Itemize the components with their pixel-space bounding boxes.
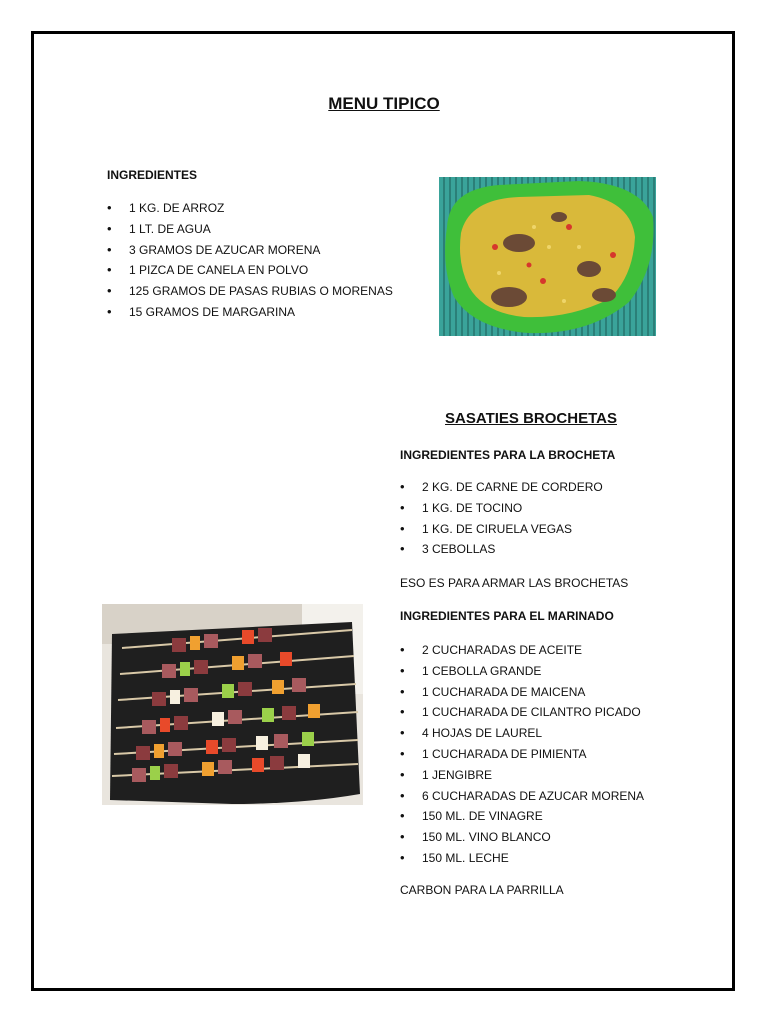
list-item: • 6 CUCHARADAS DE AZUCAR MORENA	[400, 786, 644, 807]
list-item: • 1 CUCHARADA DE CILANTRO PICADO	[400, 702, 644, 723]
list-item: • 1 JENGIBRE	[400, 765, 644, 786]
brocheta-ingredients-list	[400, 477, 603, 560]
list-item: • 3 GRAMOS DE AZUCAR MORENA	[107, 240, 393, 261]
list-item: • 1 PIZCA DE CANELA EN POLVO	[107, 260, 393, 281]
skewers-photo	[102, 604, 363, 805]
brocheta-heading: INGREDIENTES PARA LA BROCHETA	[400, 448, 616, 462]
list-item: • 1 KG. DE ARROZ	[107, 198, 393, 219]
marinado-ingredients-list	[400, 640, 644, 869]
list-item: • 15 GRAMOS DE MARGARINA	[107, 302, 393, 323]
ingredients-heading: INGREDIENTES	[107, 168, 198, 182]
list-item: • 1 KG. DE TOCINO	[400, 498, 603, 519]
list-item: • 1 CUCHARADA DE PIMIENTA	[400, 744, 644, 765]
list-item: • 2 CUCHARADAS DE ACEITE	[400, 640, 644, 661]
list-item: • 1 KG. DE CIRUELA VEGAS	[400, 519, 603, 540]
marinado-heading: INGREDIENTES PARA EL MARINADO	[400, 609, 614, 623]
section-title-sasaties: SASATIES BROCHETAS	[445, 410, 617, 427]
list-item: • 1 CEBOLLA GRANDE	[400, 661, 644, 682]
list-item: • 150 ML. LECHE	[400, 848, 644, 869]
list-item: • 3 CEBOLLAS	[400, 539, 603, 560]
list-item: • 150 ML. DE VINAGRE	[400, 806, 644, 827]
rice-dish-photo	[439, 177, 656, 336]
brocheta-note: ESO ES PARA ARMAR LAS BROCHETAS	[400, 576, 629, 590]
rice-ingredients-list	[107, 198, 393, 323]
footer-note: CARBON PARA LA PARRILLA	[400, 883, 564, 897]
list-item: • 1 CUCHARADA DE MAICENA	[400, 682, 644, 703]
list-item: • 2 KG. DE CARNE DE CORDERO	[400, 477, 603, 498]
list-item: • 1 LT. DE AGUA	[107, 219, 393, 240]
document-title: MENU TIPICO	[328, 94, 440, 113]
list-item: • 4 HOJAS DE LAUREL	[400, 723, 644, 744]
list-item: • 125 GRAMOS DE PASAS RUBIAS O MORENAS	[107, 281, 393, 302]
list-item: • 150 ML. VINO BLANCO	[400, 827, 644, 848]
